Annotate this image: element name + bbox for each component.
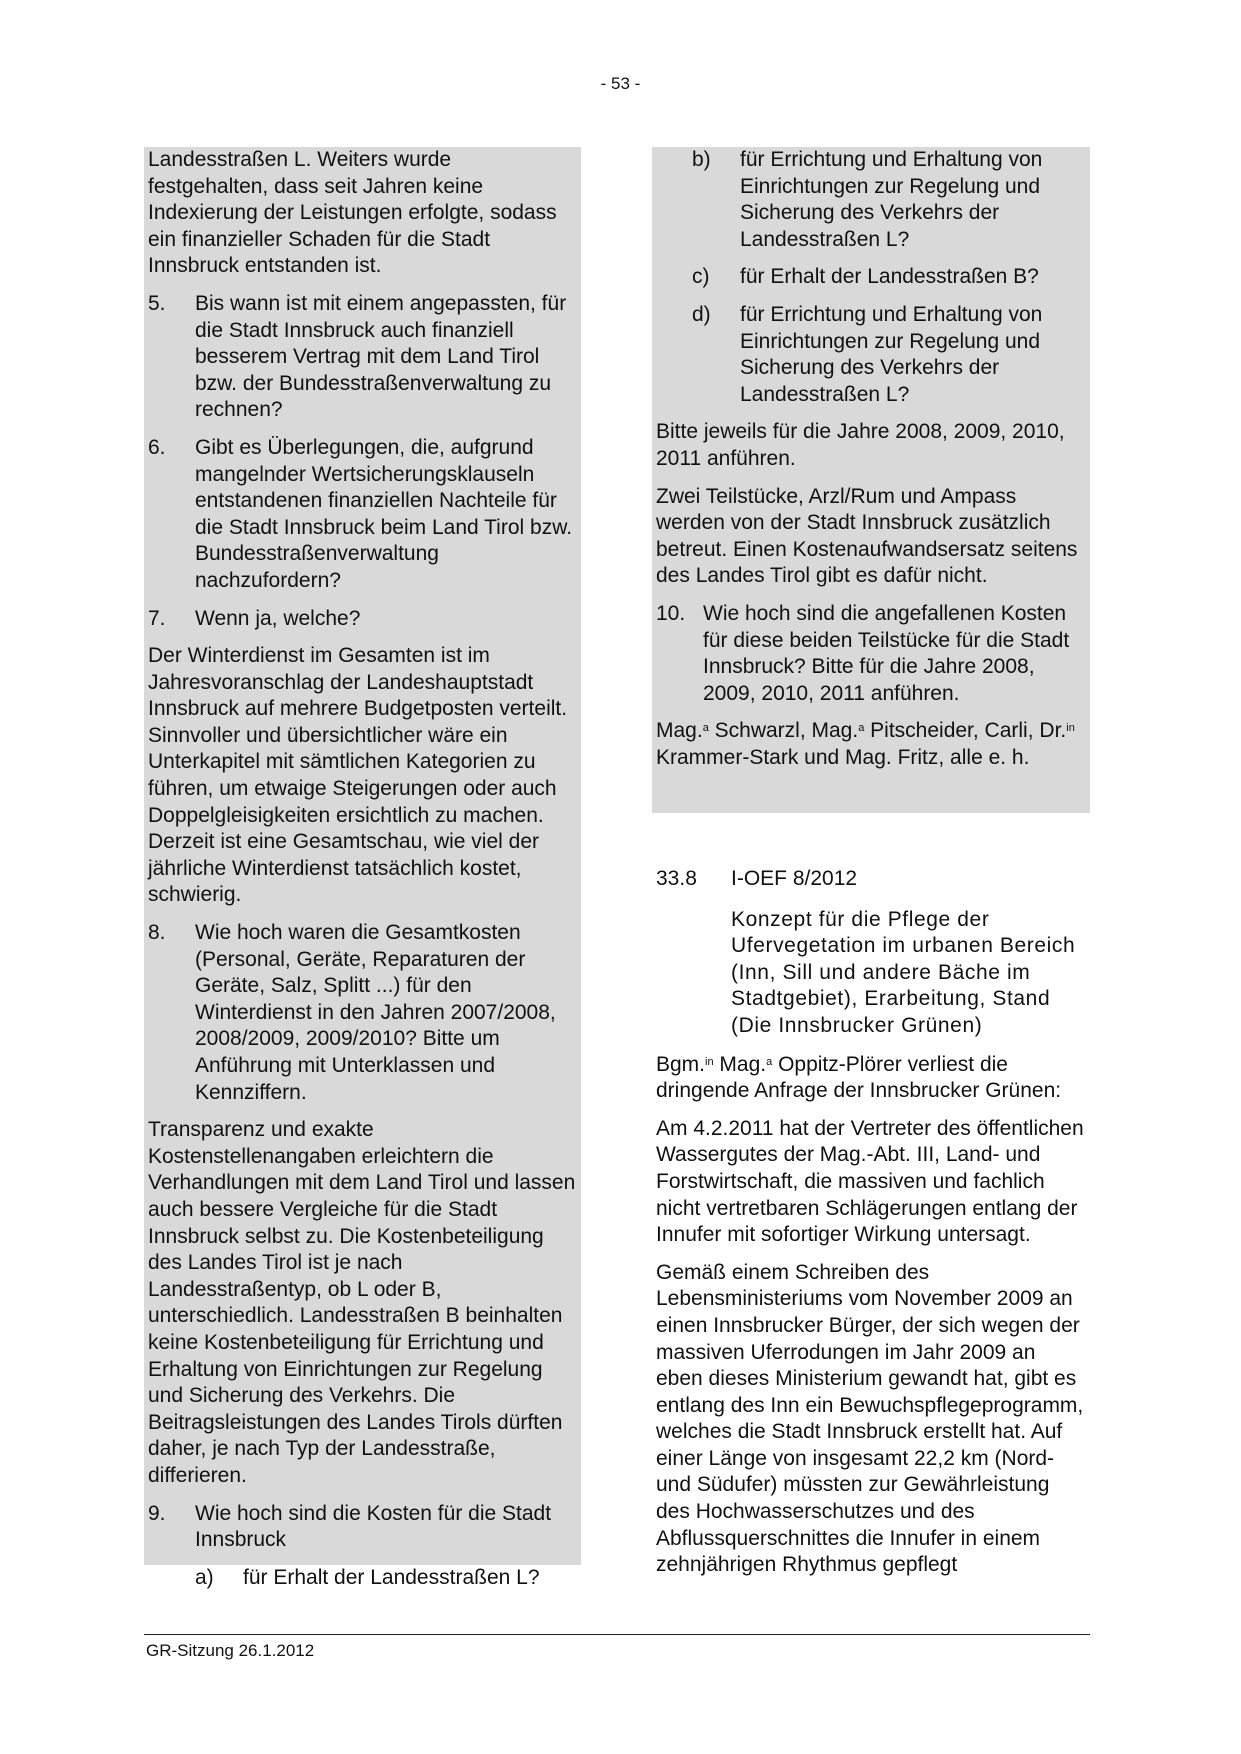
sig-superscript: a xyxy=(858,722,865,735)
sub-text: für Erhalt der Landesstraßen L? xyxy=(243,1565,540,1589)
question-text: Gibt es Überlegungen, die, aufgrund mangelnder Wertsicherungsklauseln entstandenen finanziellen Nachteile für die Stadt Innsbruck beim Land Tirol bzw. Bundesstraßenverwaltung nachzufordern? xyxy=(195,435,573,592)
question-5 xyxy=(148,291,577,424)
question-number: 8. xyxy=(148,921,166,945)
question-text: Wie hoch sind die Kosten für die Stadt Innsbruck xyxy=(195,1501,552,1552)
intro-paragraph: Landesstraßen L. Weiters wurde festgehalten, dass seit Jahren keine Indexierung der Leistungen erfolgte, sodass ein finanzieller Schaden für die Stadt Innsbruck entstanden ist. xyxy=(148,148,557,278)
right-column-quoted-request xyxy=(652,147,1090,813)
question-number: 5. xyxy=(148,291,166,315)
reading-note xyxy=(656,1052,1086,1105)
footer-session-label: GR-Sitzung 26.1.2012 xyxy=(146,1641,315,1660)
teilstuecke-paragraph: Zwei Teilstücke, Arzl/Rum und Ampass werden von der Stadt Innsbruck zusätzlich betreut. Einen Kostenaufwandsersatz seitens des Landes Tirol gibt es dafür nicht. xyxy=(656,484,1078,588)
years-paragraph: Bitte jeweils für die Jahre 2008, 2009, 2010, 2011 anführen. xyxy=(656,420,1065,470)
question-number: 6. xyxy=(148,435,166,459)
winterdienst-paragraph: Der Winterdienst im Gesamten ist im Jahresvoranschlag der Landeshauptstadt Innsbruck auf mehrere Budgetposten verteilt. Sinnvoller und übersichtlicher wäre ein Unterkapitel mit sämtlichen Kategorien zu führen, um etwaige Steigerungen oder auch Doppelgleisigkeiten ersichtlich zu machen. Derzeit ist eine Gesamtschau, wie viel der jährliche Winterdienst tatsächlich kostet, schwierig. xyxy=(148,644,568,907)
footer-divider xyxy=(144,1634,1090,1635)
question-text: Bis wann ist mit einem angepassten, für die Stadt Innsbruck auch finanziell besserem Vertrag mit dem Land Tirol bzw. der Bundesstraßenverwaltung zu rechnen? xyxy=(195,291,567,422)
sig-superscript: a xyxy=(702,722,709,735)
question-9d xyxy=(656,302,1086,408)
sig-text: Mag. xyxy=(656,719,703,743)
reading-superscript: in xyxy=(705,1055,714,1068)
agenda-item-33-8 xyxy=(652,866,1090,1590)
question-text: Wie hoch waren die Gesamtkosten (Personal, Geräte, Reparaturen der Geräte, Salz, Splitt ...) für den Winterdienst in den Jahren 2007/2008, 2008/2009, 2009/2010? Bitte um Anführung mit Unterklassen und Kennziffern. xyxy=(195,921,556,1104)
reading-text: Oppitz-Plörer verliest die dringende Anfrage der Innsbrucker Grünen: xyxy=(656,1052,1062,1103)
question-7 xyxy=(148,606,577,633)
question-9c xyxy=(656,264,1086,291)
section-heading xyxy=(656,866,1086,893)
reading-text: Bgm. xyxy=(656,1052,706,1076)
sig-superscript: in xyxy=(1066,722,1075,735)
sub-letter: d) xyxy=(692,302,711,326)
transparenz-paragraph: Transparenz und exakte Kostenstellenangaben erleichtern die Verhandlungen mit dem Land Tirol und lassen auch bessere Vergleiche für die Stadt Innsbruck selbst zu. Die Kostenbeteiligung des Landes Tirol ist je nach Landesstraßentyp, ob L oder B, unterschiedlich. Landesstraßen B beinhalten keine Kostenbeteiligung für Errichtung und Erhaltung von Einrichtungen zur Regelung und Sicherung des Verkehrs. Die Beitragsleistungen des Landes Tirols dürften daher, je nach Typ der Landesstraße, differieren. xyxy=(148,1118,576,1487)
page-number: - 53 - xyxy=(600,74,641,93)
section-code: I-OEF 8/2012 xyxy=(731,867,858,890)
body-paragraph-1: Am 4.2.2011 hat der Vertreter des öffentlichen Wassergutes der Mag.-Abt. III, Land- und Forstwirtschaft, die massiven und fachlich nicht vertretbaren Schlägerungen entlang der Innufer mit sofortiger Wirkung untersagt. xyxy=(656,1116,1084,1247)
question-9b xyxy=(656,147,1086,253)
sub-letter: b) xyxy=(692,148,711,171)
section-number: 33.8 xyxy=(656,867,697,890)
question-8 xyxy=(148,920,577,1106)
question-10 xyxy=(656,601,1086,707)
question-number: 10. xyxy=(656,601,686,625)
sig-text: Dr. xyxy=(1039,719,1067,743)
signatures xyxy=(656,718,1086,771)
question-9a xyxy=(148,1565,577,1592)
question-text: Wie hoch sind die angefallenen Kosten für diese beiden Teilstücke für die Stadt Innsbruck? Bitte für die Jahre 2008, 2009, 2010, 2011 anführen. xyxy=(703,601,1070,705)
sub-text: für Erhalt der Landesstraßen B? xyxy=(740,265,1039,289)
left-column-quoted-request xyxy=(144,147,581,1589)
sub-text: für Errichtung und Erhaltung von Einrichtungen zur Regelung und Sicherung des Verkehrs der Landesstraßen L? xyxy=(740,302,1043,406)
question-number: 9. xyxy=(148,1501,166,1525)
sub-letter: a) xyxy=(195,1565,214,1589)
reading-superscript: a xyxy=(766,1055,773,1068)
sig-text: Schwarzl, Mag. xyxy=(708,719,859,743)
reading-text: Mag. xyxy=(713,1052,767,1076)
question-9 xyxy=(148,1501,577,1554)
sig-text: Pitscheider, Carli, xyxy=(864,719,1034,743)
question-6 xyxy=(148,435,577,595)
sub-text: für Errichtung und Erhaltung von Einrichtungen zur Regelung und Sicherung des Verkehrs der Landesstraßen L? xyxy=(740,148,1043,251)
sig-text: Krammer-Stark und Mag. Fritz, alle e. h. xyxy=(656,745,1030,769)
question-number: 7. xyxy=(148,606,166,630)
question-text: Wenn ja, welche? xyxy=(195,606,361,630)
sub-letter: c) xyxy=(692,265,710,289)
section-title: Konzept für die Pflege der Ufervegetation im urbanen Bereich (Inn, Sill und andere Bäche im Stadtgebiet), Erarbeitung, Stand (Die Innsbrucker Grünen) xyxy=(731,907,1076,1037)
body-paragraph-2: Gemäß einem Schreiben des Lebensministeriums vom November 2009 an einen Innsbrucker Bürger, der sich wegen der massiven Uferrodungen im Jahr 2009 an eben dieses Ministerium gewandt hat, gibt es entlang des Inn ein Bewuchspflegeprogramm, welches die Stadt Innsbruck erstellt hat. Auf einer Länge von insgesamt 22,2 km (Nord- und Südufer) müssten zur Gewährleistung des Hochwasserschutzes und des Abflussquerschnittes die Innufer in einem zehnjährigen Rhythmus gepflegt xyxy=(656,1260,1084,1577)
